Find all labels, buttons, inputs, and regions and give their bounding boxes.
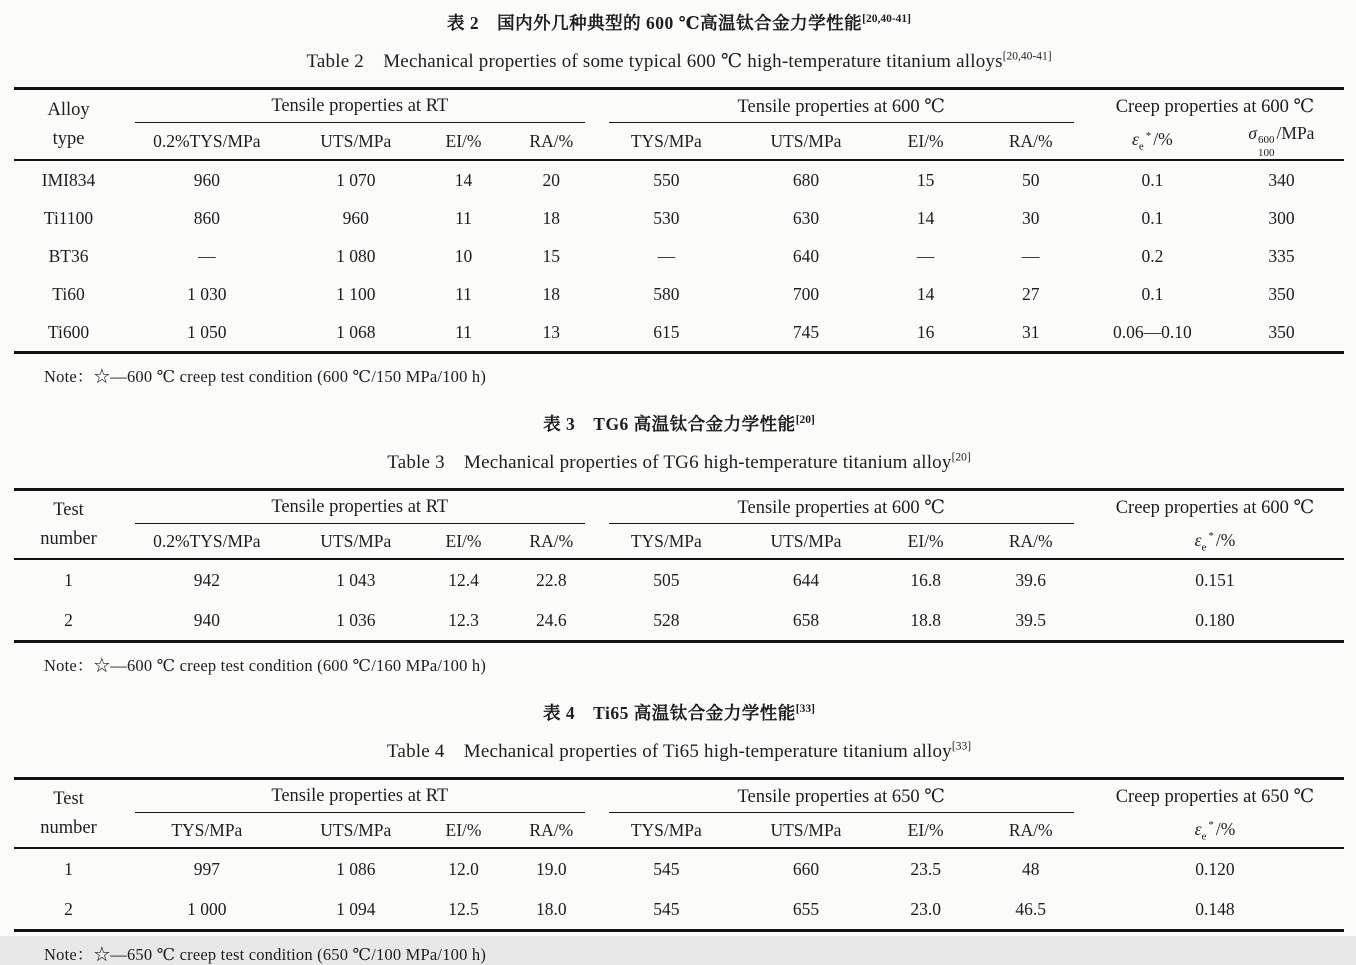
table-row: [14, 559, 1344, 600]
epsilon-symbol: ε: [1194, 818, 1202, 839]
table-cell: 658: [792, 609, 820, 630]
table-cell: 680: [792, 169, 820, 190]
sigma-symbol: σ: [1248, 123, 1258, 143]
table3-group-creep: Creep properties at 600 ℃: [1115, 497, 1315, 518]
table-row: [14, 275, 1344, 313]
table-cell: 340: [1268, 169, 1295, 190]
table-cell: 1 100: [336, 283, 376, 304]
table2-caption-zh-text: 表 2 国内外几种典型的 600 ℃高温钛合金力学性能: [447, 13, 863, 33]
table-cell: 18: [542, 207, 561, 228]
col-header-600-tys: TYS/MPa: [597, 123, 737, 160]
table3: [14, 488, 1344, 643]
col-header-rt-ra: RA/%: [506, 813, 596, 848]
table2-caption-zh-ref: [20,40-41]: [862, 13, 911, 26]
table-cell: 1 043: [336, 569, 376, 590]
col-header-650-el: EI/%: [876, 813, 976, 848]
table-cell: —: [198, 245, 216, 266]
table4-group-650c: Tensile properties at 650 ℃: [597, 779, 1086, 814]
table-cell: 545: [653, 898, 680, 919]
table-cell: IMI834: [41, 169, 96, 190]
table-cell: 24.6: [535, 609, 567, 630]
table2-group-600c: Tensile properties at 600 ℃: [597, 89, 1086, 124]
table-cell: 10: [454, 245, 473, 266]
table-cell: Ti600: [47, 321, 90, 342]
table2-caption-en-ref: [20,40-41]: [1002, 50, 1052, 63]
table-cell: 545: [653, 858, 680, 879]
table-cell: 745: [792, 321, 820, 342]
table-cell: 14: [916, 207, 935, 228]
epsilon-unit: /%: [1215, 529, 1236, 550]
table2-group-creep: Creep properties at 600 ℃: [1115, 96, 1315, 117]
table3-caption-en-text: Table 3 Mechanical properties of TG6 high-temperature titanium alloy: [387, 452, 952, 474]
table-row: [14, 889, 1344, 931]
table2-stub-header: [14, 89, 123, 161]
stub-line1: Test: [53, 500, 84, 521]
table-cell: 12.4: [448, 569, 479, 590]
table-cell: 335: [1268, 245, 1295, 266]
col-header-rt-tys: TYS/MPa: [123, 813, 291, 848]
table-row: [14, 600, 1344, 642]
table3-group-header-row: [14, 490, 1344, 525]
table3-subheader-row: [14, 524, 1344, 559]
table-row: [14, 313, 1344, 353]
table-row: [14, 237, 1344, 275]
table-cell: 11: [455, 207, 472, 228]
table-cell: 1 086: [336, 858, 376, 879]
table4-caption-zh-ref: [33]: [795, 703, 815, 716]
table-cell: 530: [653, 207, 680, 228]
epsilon-symbol: ε: [1194, 529, 1202, 550]
col-header-rt-uts: UTS/MPa: [291, 123, 421, 160]
epsilon-unit: /%: [1215, 818, 1236, 839]
table-cell: 50: [1021, 169, 1040, 190]
table-cell: 14: [916, 283, 935, 304]
table-cell: 1 030: [187, 283, 227, 304]
table-cell: 644: [792, 569, 820, 590]
table-cell: 1 050: [187, 321, 227, 342]
table-cell: 1 094: [336, 898, 376, 919]
table2-section: [14, 10, 1344, 387]
table-row: [14, 160, 1344, 199]
table-row: [14, 199, 1344, 237]
table-cell: 11: [455, 283, 472, 304]
table3-caption-en: [14, 447, 1344, 474]
col-header-650-uts: UTS/MPa: [736, 813, 876, 848]
table3-group-rt: Tensile properties at RT: [123, 490, 596, 525]
table-cell: 12.5: [448, 898, 479, 919]
table-cell: 505: [653, 569, 680, 590]
table-cell: 12.3: [448, 609, 479, 630]
table-cell: 528: [653, 609, 680, 630]
table-cell: 940: [193, 609, 220, 630]
epsilon-subscript: e: [1201, 541, 1207, 554]
table2-caption-en-text: Table 2 Mechanical properties of some typical 600 ℃ high-temperature titanium alloys: [306, 51, 1003, 72]
col-header-600-uts: UTS/MPa: [736, 524, 876, 559]
table4-note: [44, 941, 1344, 965]
col-header-600-ra: RA/%: [976, 123, 1086, 160]
table-cell: 15: [542, 245, 561, 266]
table-cell: 0.1: [1141, 207, 1164, 228]
table-cell: 16.8: [910, 569, 941, 590]
table3-note-text: Note：☆—600 ℃ creep test condition (600 ℃/160 MPa/100 h): [44, 656, 487, 676]
table-cell: 660: [792, 858, 820, 879]
col-header-600-uts: UTS/MPa: [736, 123, 876, 160]
table-cell: 13: [542, 321, 561, 342]
table3-stub-header: [14, 490, 123, 560]
table-cell: 960: [193, 169, 220, 190]
table-cell: —: [657, 245, 676, 266]
table-cell: 2: [64, 609, 73, 630]
table2-caption-en: [14, 46, 1344, 73]
table-cell: 860: [193, 207, 220, 228]
col-header-creep-strain: [1086, 813, 1344, 848]
col-header-rt-el: EI/%: [421, 123, 506, 160]
table-cell: 31: [1021, 321, 1040, 342]
table2-group-rt: Tensile properties at RT: [123, 89, 596, 124]
table4-subheader-row: [14, 813, 1344, 848]
table-cell: 14: [454, 169, 473, 190]
table4-group-header-row: [14, 779, 1344, 814]
stub-line2: number: [40, 817, 97, 838]
table4-caption-en-ref: [33]: [951, 740, 972, 753]
stub-line2: type: [52, 128, 85, 149]
col-header-rt-el: EI/%: [421, 813, 506, 848]
col-header-creep-stress: [1219, 123, 1344, 160]
table4-body: [14, 848, 1344, 931]
table-cell: 350: [1268, 283, 1295, 304]
stub-line1: Test: [53, 789, 84, 810]
col-header-rt-tys: 0.2%TYS/MPa: [123, 524, 291, 559]
table-cell: 18: [542, 283, 561, 304]
table-cell: 942: [193, 569, 220, 590]
table-cell: 39.5: [1015, 609, 1047, 630]
table-cell: 18.8: [910, 609, 941, 630]
table-cell: 0.1: [1141, 169, 1164, 190]
table2-body: [14, 160, 1344, 353]
table-cell: 300: [1268, 207, 1295, 228]
epsilon-subscript: e: [1138, 140, 1144, 153]
col-header-rt-el: EI/%: [421, 524, 506, 559]
table-cell: 640: [792, 245, 820, 266]
table-cell: 655: [792, 898, 820, 919]
stub-line2: number: [40, 528, 97, 549]
table-cell: 1 068: [336, 321, 376, 342]
sigma-scripts: [1258, 134, 1275, 159]
table-cell: —: [916, 245, 935, 266]
table-cell: 46.5: [1015, 898, 1047, 919]
table4-caption-zh: [14, 700, 1344, 725]
table4-caption-en: [14, 736, 1344, 763]
table-cell: 1 036: [336, 609, 376, 630]
table3-group-600c: Tensile properties at 600 ℃: [597, 490, 1086, 525]
epsilon-star: *: [1145, 129, 1152, 142]
table-cell: 1 070: [336, 169, 376, 190]
table2-note-text: Note：☆—600 ℃ creep test condition (600 ℃/150 MPa/100 h): [44, 367, 487, 387]
table4: [14, 777, 1344, 932]
table-cell: 0.2: [1141, 245, 1164, 266]
table-cell: 0.148: [1195, 898, 1235, 919]
col-header-rt-uts: UTS/MPa: [291, 524, 421, 559]
table-cell: Ti1100: [43, 207, 94, 228]
epsilon-unit: /%: [1153, 129, 1173, 150]
epsilon-star: *: [1208, 818, 1214, 831]
col-header-600-tys: TYS/MPa: [597, 524, 737, 559]
table-cell: —: [1021, 245, 1040, 266]
table4-stub-header: [14, 779, 123, 849]
table-cell: 615: [653, 321, 680, 342]
table-cell: 1: [64, 569, 73, 590]
table-cell: 0.151: [1195, 569, 1235, 590]
table-cell: 0.180: [1195, 609, 1235, 630]
table-cell: 15: [916, 169, 935, 190]
table-cell: 630: [792, 207, 820, 228]
sigma-subscript: 100: [1258, 146, 1275, 159]
table3-caption-zh-text: 表 3 TG6 高温钛合金力学性能: [543, 414, 796, 435]
table-cell: 22.8: [535, 569, 567, 590]
table2-subheader-row: [14, 123, 1344, 160]
table-row: [14, 848, 1344, 889]
table-cell: 48: [1021, 858, 1040, 879]
table-cell: 960: [342, 207, 369, 228]
table3-caption-en-ref: [20]: [951, 451, 971, 464]
table-cell: 0.06—0.10: [1113, 321, 1192, 342]
table3-section: [14, 411, 1344, 676]
table-cell: 1 080: [336, 245, 376, 266]
table-cell: 19.0: [535, 858, 567, 879]
table3-caption-zh-ref: [20]: [795, 414, 815, 427]
epsilon-star: *: [1208, 529, 1214, 542]
table-cell: 2: [64, 898, 73, 919]
table-cell: 18.0: [535, 898, 567, 919]
stub-line1: Alloy: [47, 99, 90, 120]
table-cell: 0.120: [1195, 858, 1235, 879]
table-cell: 700: [792, 283, 820, 304]
table4-note-text: Note：☆—650 ℃ creep test condition (650 ℃/100 MPa/100 h): [44, 945, 487, 965]
col-header-600-el: EI/%: [876, 524, 976, 559]
table-cell: Ti60: [52, 283, 85, 304]
table-cell: 580: [653, 283, 680, 304]
table-cell: 1 000: [187, 898, 227, 919]
table3-body: [14, 559, 1344, 642]
table-cell: 16: [916, 321, 935, 342]
table4-caption-en-text: Table 4 Mechanical properties of Ti65 high-temperature titanium alloy: [386, 741, 952, 763]
table3-note: [44, 652, 1344, 676]
table2-note: [44, 363, 1344, 387]
table-cell: 350: [1268, 321, 1295, 342]
col-header-rt-tys: 0.2%TYS/MPa: [123, 123, 291, 160]
table-cell: 12.0: [448, 858, 479, 879]
table-cell: 30: [1021, 207, 1040, 228]
table-cell: 997: [193, 858, 220, 879]
table-cell: 27: [1021, 283, 1040, 304]
table-cell: 550: [653, 169, 680, 190]
col-header-rt-ra: RA/%: [506, 123, 596, 160]
col-header-650-ra: RA/%: [976, 813, 1086, 848]
epsilon-subscript: e: [1201, 830, 1207, 843]
epsilon-symbol: ε: [1132, 129, 1139, 150]
sigma-superscript: 600: [1258, 134, 1275, 146]
table4-group-creep: Creep properties at 650 ℃: [1115, 786, 1315, 807]
col-header-creep-strain: [1086, 123, 1219, 160]
table4-section: [14, 700, 1344, 965]
col-header-650-tys: TYS/MPa: [597, 813, 737, 848]
table-cell: 23.5: [910, 858, 941, 879]
table4-group-rt: Tensile properties at RT: [123, 779, 596, 814]
table-cell: 0.1: [1141, 283, 1164, 304]
table-cell: 23.0: [910, 898, 941, 919]
sigma-unit: /MPa: [1276, 123, 1315, 143]
col-header-rt-ra: RA/%: [506, 524, 596, 559]
col-header-rt-uts: UTS/MPa: [291, 813, 421, 848]
col-header-600-ra: RA/%: [976, 524, 1086, 559]
table-cell: BT36: [48, 245, 89, 266]
table4-caption-zh-text: 表 4 Ti65 高温钛合金力学性能: [543, 703, 796, 724]
col-header-600-el: EI/%: [876, 123, 976, 160]
table2-caption-zh: [14, 10, 1344, 35]
table2-group-header-row: [14, 89, 1344, 124]
col-header-creep-strain: [1086, 524, 1344, 559]
table2: [14, 87, 1344, 354]
table-cell: 11: [455, 321, 472, 342]
table-cell: 1: [64, 858, 73, 879]
table3-caption-zh: [14, 411, 1344, 436]
table-cell: 39.6: [1015, 569, 1047, 590]
table-cell: 20: [542, 169, 561, 190]
